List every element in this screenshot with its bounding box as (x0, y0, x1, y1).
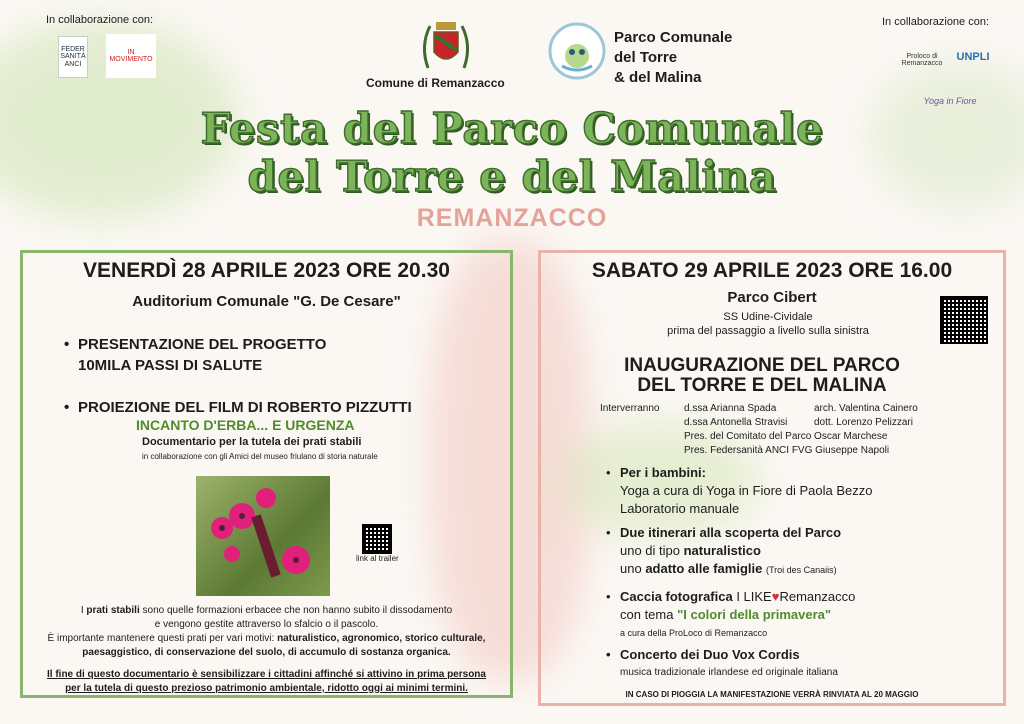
caccia-a: Caccia fotografica (620, 589, 733, 604)
right-venue: Parco Cibert (727, 289, 817, 306)
left-bullet-2: • PROIEZIONE DEL FILM DI ROBERTO PIZZUTTI (78, 399, 412, 416)
title-line-1: Festa del Parco Comunale (200, 104, 824, 153)
speaker-4: dott. Lorenzo Pelizzari (814, 417, 913, 428)
left-purpose-text (20, 668, 513, 696)
right-date: SABATO 29 APRILE 2023 ORE 16.00 (591, 259, 953, 282)
info-line-3 (20, 632, 513, 646)
parco-line-1: Parco Comunale (614, 29, 733, 46)
trailer-qr-code[interactable] (362, 524, 392, 554)
unpli-text: UNPLI (956, 51, 990, 64)
right-bullet-concerto (620, 646, 838, 682)
doc-description: Documentario per la tutela dei prati stabili (142, 436, 362, 448)
itin2-b: adatto alle famiglie (645, 561, 763, 576)
kids-title: • Per i bambini: (620, 465, 706, 480)
info-l3-b: naturalistico, agronomico, storico culturale, (277, 633, 486, 644)
bullet1-line-a: • PRESENTAZIONE DEL PROGETTO (78, 336, 327, 353)
left-bullet-1 (78, 336, 326, 374)
info-line-1 (20, 604, 513, 618)
caccia-title (620, 588, 855, 606)
title-line-2: del Torre e del Malina (247, 152, 777, 201)
inauguration-title (538, 356, 986, 396)
flower-photo (196, 476, 330, 596)
speaker-6: Pres. Federsanità ANCI FVG Giuseppe Napoli (684, 445, 890, 456)
parco-line-3: & del Malina (614, 69, 702, 86)
caccia-c: Remanzacco (779, 589, 856, 604)
unpli-logo (952, 38, 994, 78)
federsanita-logo (58, 36, 88, 78)
kids-yoga: Yoga a cura di Yoga in Fiore di Paola Bezzo (620, 483, 873, 498)
speaker-5: Pres. del Comitato del Parco Oscar Marchese (684, 431, 888, 442)
info-line-2: e vengono gestite attraverso lo sfalcio o il pascolo. (154, 619, 379, 630)
parco-logo-icon (548, 22, 606, 80)
speaker-2: d.ssa Antonella Stravisi (684, 417, 788, 428)
itin1-b: naturalistico (683, 543, 761, 558)
left-info-text (20, 604, 513, 660)
proloco-text: Proloco di Remanzacco (901, 52, 943, 67)
itin1-a: uno di tipo (620, 543, 684, 558)
movimento-text: IN MOVIMENTO (109, 48, 153, 63)
left-date: VENERDÌ 28 APRILE 2023 ORE 20.30 (83, 259, 450, 282)
itinerari-line-2 (620, 560, 841, 579)
info-l1-c: sono quelle formazioni erbacee che non hanno subito il dissodamento (139, 605, 453, 616)
info-l1-a: I (80, 605, 87, 616)
tema-a: con tema (620, 607, 678, 622)
speakers (600, 402, 980, 462)
itinerari-line-1 (620, 542, 841, 560)
parco-line-2: del Torre (614, 49, 678, 66)
bullet1-line-b: 10MILA PASSI DI SALUTE (78, 357, 263, 374)
caccia-tema (620, 606, 855, 624)
federsanita-text: FEDER SANITÀ ANCI (60, 45, 86, 68)
info-line-4: paesaggistico, di conservazione del suolo, di accumulo di sostanza organica. (82, 647, 451, 658)
kids-lab: Laboratorio manuale (620, 501, 740, 516)
comune-label: Comune di Remanzacco (366, 76, 505, 90)
purpose-line-1: Il fine di questo documentario è sensibilizzare i cittadini affinché si attivino in prima persona (47, 669, 486, 680)
right-road (618, 310, 918, 338)
collab-left-label: In collaborazione con: (46, 14, 154, 26)
caccia-cura: a cura della ProLoco di Remanzacco (620, 628, 768, 638)
movimento-logo (106, 34, 156, 78)
left-venue: Auditorium Comunale "G. De Cesare" (132, 293, 401, 310)
road-line-2: prima del passaggio a livello sulla sinistra (667, 325, 869, 337)
purpose-line-2: per la tutela di questo prezioso patrimonio ambientale, ridotto oggi ai minimi termini. (65, 683, 468, 694)
road-line-1: SS Udine-Cividale (723, 311, 813, 323)
parco-qr-code[interactable] (940, 296, 988, 344)
comune-crest-icon (418, 16, 474, 74)
itin2-a: uno (620, 561, 646, 576)
tema-b: "I colori della primavera" (677, 607, 832, 622)
film-title: INCANTO D'ERBA... E URGENZA (136, 417, 355, 433)
yoga-fiore-text: Yoga in Fiore (923, 96, 977, 107)
doc-collab: in collaborazione con gli Amici del museo friulano di storia naturale (142, 452, 378, 461)
heart-icon: ♥ (771, 589, 780, 604)
info-l1-b: prati stabili (86, 605, 140, 616)
trailer-label: link al trailer (356, 554, 399, 563)
inaug-line-2: DEL TORRE E DEL MALINA (637, 375, 887, 396)
right-bullet-kids (620, 464, 872, 518)
subtitle-remanzacco: REMANZACCO (416, 204, 608, 232)
interverranno-label: Interverranno (600, 403, 660, 414)
itin2-c: (Troi des Canaiis) (765, 565, 837, 575)
concerto-desc: musica tradizionale irlandese ed originale italiana (620, 667, 838, 678)
collab-right-label: In collaborazione con: (882, 16, 990, 28)
caccia-b: I LIKE (732, 589, 772, 604)
proloco-logo (902, 38, 942, 82)
right-bullet-caccia (620, 588, 855, 642)
rain-notice: IN CASO DI PIOGGIA LA MANIFESTAZIONE VERRÀ RINVIATA AL 20 MAGGIO (625, 690, 919, 699)
parco-name (614, 28, 732, 88)
right-bullet-itinerari (620, 524, 841, 579)
inaug-line-1: INAUGURAZIONE DEL PARCO (624, 355, 900, 376)
speaker-1: d.ssa Arianna Spada (684, 403, 777, 414)
info-l3-a: È importante mantenere questi prati per vari motivi: (47, 633, 278, 644)
concerto-title: • Concerto dei Duo Vox Cordis (620, 647, 800, 662)
itinerari-title: • Due itinerari alla scoperta del Parco (620, 525, 842, 540)
speaker-3: arch. Valentina Cainero (814, 403, 918, 414)
